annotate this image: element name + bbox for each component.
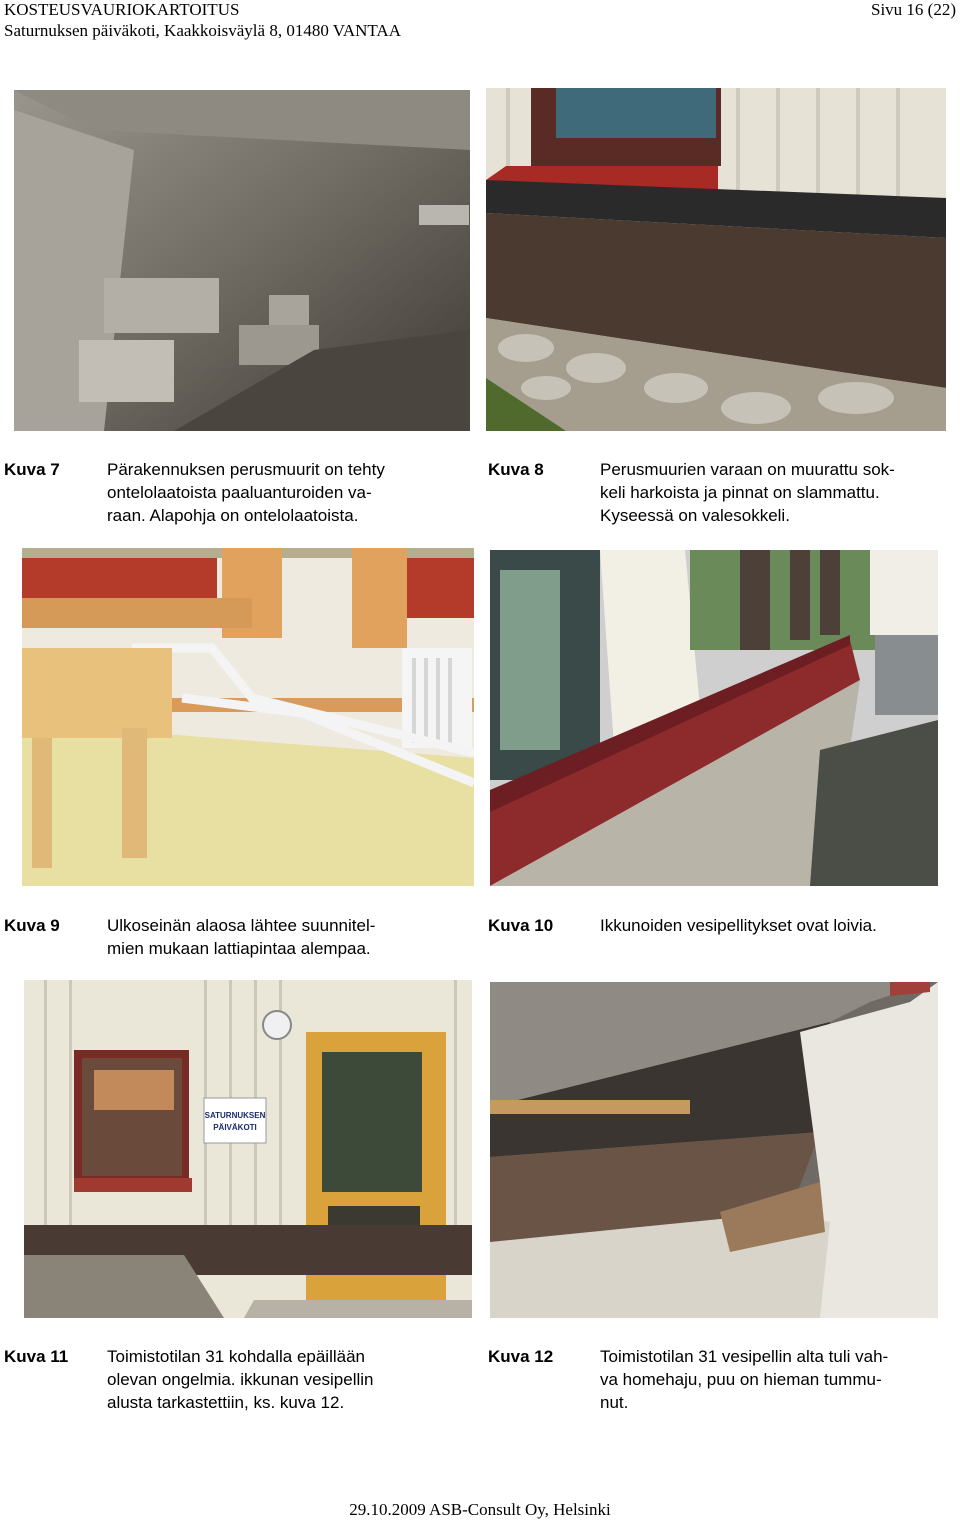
- photo-kuva-7-crawlspace: [14, 90, 470, 431]
- caption-label-kuva-9: Kuva 9: [4, 916, 60, 935]
- photo-kuva-12-under-sill: [490, 982, 938, 1318]
- report-title: KOSTEUSVAURIOKARTOITUS: [4, 0, 240, 19]
- caption-text-kuva-7: Pärakennuksen perusmuurit on tehty ontelolaatoista paaluanturoiden va- raan. Alapohja on ontelolaatoista.: [107, 460, 385, 525]
- caption-text-kuva-10: Ikkunoiden vesipellitykset ovat loivia.: [600, 916, 877, 935]
- caption-label-kuva-8: Kuva 8: [488, 460, 544, 479]
- photo-kuva-8-plinth: [486, 88, 946, 431]
- site-address: Saturnuksen päiväkoti, Kaakkoisväylä 8, 01480 VANTAA: [4, 21, 401, 40]
- caption-label-kuva-10: Kuva 10: [488, 916, 554, 935]
- caption-label-kuva-12: Kuva 12: [488, 1347, 554, 1366]
- caption-text-kuva-11: Toimistotilan 31 kohdalla epäillään olevan ongelmia. ikkunan vesipellin alusta tarkastettiin, ks. kuva 12.: [107, 1347, 374, 1412]
- sign-text-line-2: PÄIVÄKOTI: [213, 1123, 257, 1132]
- caption-label-kuva-11: Kuva 11: [4, 1347, 69, 1366]
- sign-text-line-1: SATURNUKSEN: [204, 1111, 266, 1120]
- photo-kuva-9-interior: [22, 548, 474, 886]
- caption-label-kuva-7: Kuva 7: [4, 460, 60, 479]
- page-footer: 29.10.2009 ASB-Consult Oy, Helsinki: [349, 1500, 611, 1519]
- caption-text-kuva-12: Toimistotilan 31 vesipellin alta tuli vah- va homehaju, puu on hieman tummu- nut.: [600, 1347, 889, 1412]
- caption-text-kuva-8: Perusmuurien varaan on muurattu sok- keli harkoista ja pinnat on slammattu. Kyseessä on valesokkeli.: [600, 460, 895, 525]
- photo-kuva-11-entrance: [24, 980, 472, 1318]
- page-number: Sivu 16 (22): [871, 0, 956, 19]
- photo-kuva-10-window-sill: [490, 550, 938, 886]
- caption-text-kuva-9: Ulkoseinän alaosa lähtee suunnitel- mien mukaan lattiapintaa alempaa.: [107, 916, 376, 958]
